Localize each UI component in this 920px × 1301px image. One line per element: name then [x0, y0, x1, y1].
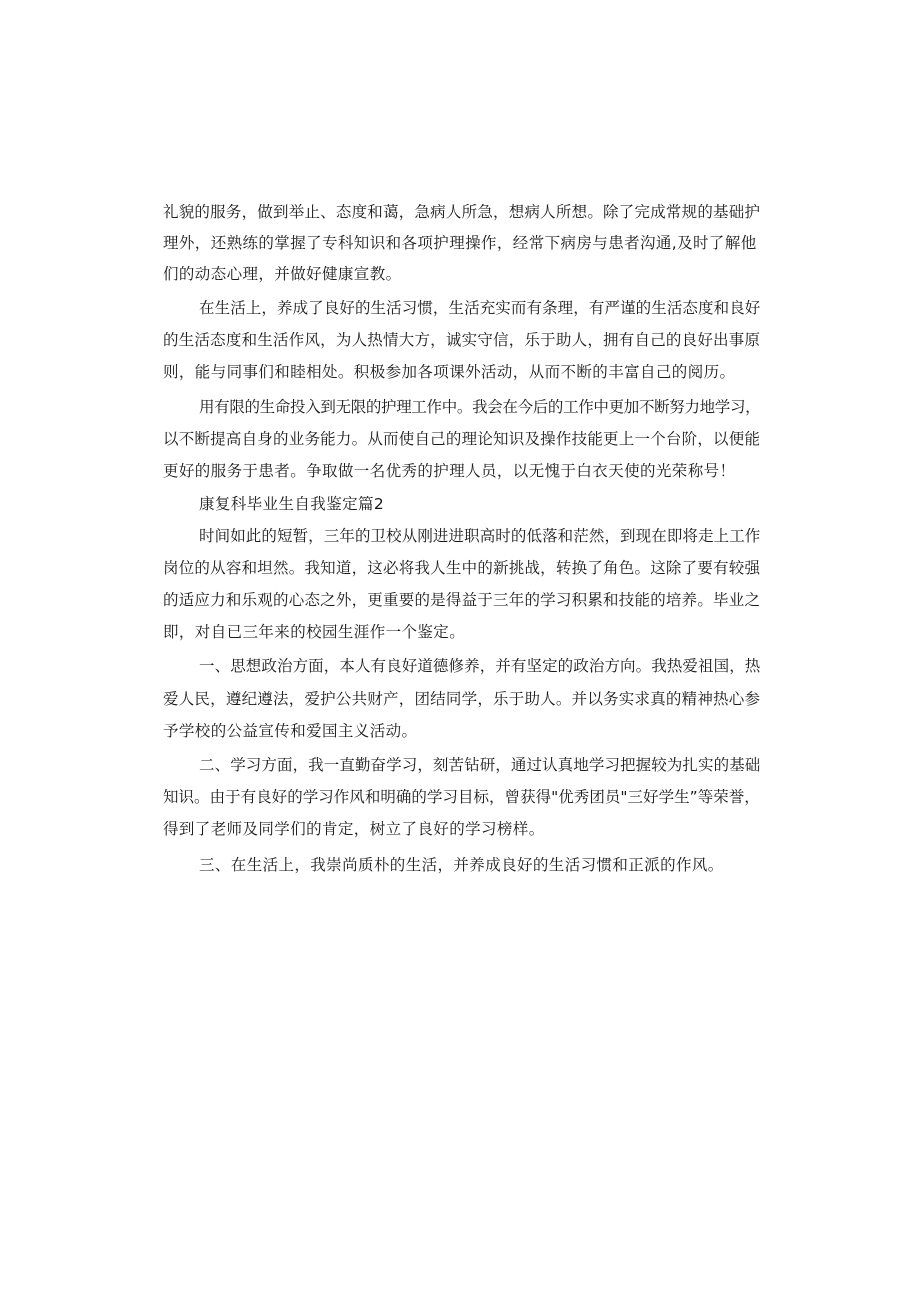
- text-line: 理外，还熟练的掌握了专科知识和各项护理操作，经常下病房与患者沟通,及时了解他: [163, 234, 757, 252]
- text-line: 知识。由于有良好的学习作风和明确的学习目标，曾获得"优秀团员"三好学生”等荣誉，: [163, 788, 760, 806]
- text-line: 爱人民，遵纪遵法，爱护公共财产，团结同学，乐于助人。并以务实求真的精神热心参: [163, 690, 761, 708]
- text-line: 们的动态心理，并做好健康宣教。: [163, 265, 402, 283]
- text-line: 岗位的从容和坦然。我知道，这必将我人生中的新挑战，转换了角色。这除了要有较强: [163, 559, 761, 577]
- text-line: 三、在生活上，我崇尚质朴的生活，并养成良好的生活习惯和正派的作风。: [199, 856, 724, 874]
- text-line: 的生活态度和生活作风，为人热情大方，诚实守信，乐于助人，拥有自己的良好出事原: [163, 331, 761, 349]
- text-line: 更好的服务于患者。争取做一名优秀的护理人员，以无愧于白衣天使的光荣称号！: [163, 462, 736, 480]
- text-line: 予学校的公益宣传和爱国主义活动。: [163, 722, 418, 740]
- text-line: 得到了老师及同学们的肯定，树立了良好的学习榜样。: [163, 820, 545, 838]
- text-line: 时间如此的短暂，三年的卫校从刚进进职高时的低落和茫然，到现在即将走上工作: [199, 527, 761, 545]
- text-line: 用有限的生命投入到无限的护理工作中。我会在今后的工作中更加不断努力地学习，: [199, 398, 761, 416]
- text-line: 即，对自已三年来的校园生涯作一个鉴定。: [163, 623, 466, 641]
- text-line: 在生活上，养成了良好的生活习惯，生活充实而有条理，有严谨的生活态度和良好: [199, 299, 761, 317]
- text-line: 二、学习方面，我一直勤奋学习，刻苦钻研，通过认真地学习把握较为扎实的基础: [199, 756, 761, 774]
- text-line: 礼貌的服务，做到举止、态度和蔼，急病人所急，想病人所想。除了完成常规的基础护: [163, 203, 761, 221]
- text-line: 以不断提高自身的业务能力。从而使自己的理论知识及操作技能更上一个台阶，以便能: [163, 430, 761, 448]
- text-line: 的适应力和乐观的心态之外，更重要的是得益于三年的学习积累和技能的培养。毕业之: [163, 591, 761, 609]
- section-heading: 康复科毕业生自我鉴定篇2: [199, 495, 385, 513]
- text-line: 一、思想政治方面，本人有良好道德修养，并有坚定的政治方向。我热爱祖国，热: [199, 657, 761, 675]
- text-line: 则，能与同事们和睦相处。积极参加各项课外活动，从而不断的丰富自己的阅历。: [163, 363, 736, 381]
